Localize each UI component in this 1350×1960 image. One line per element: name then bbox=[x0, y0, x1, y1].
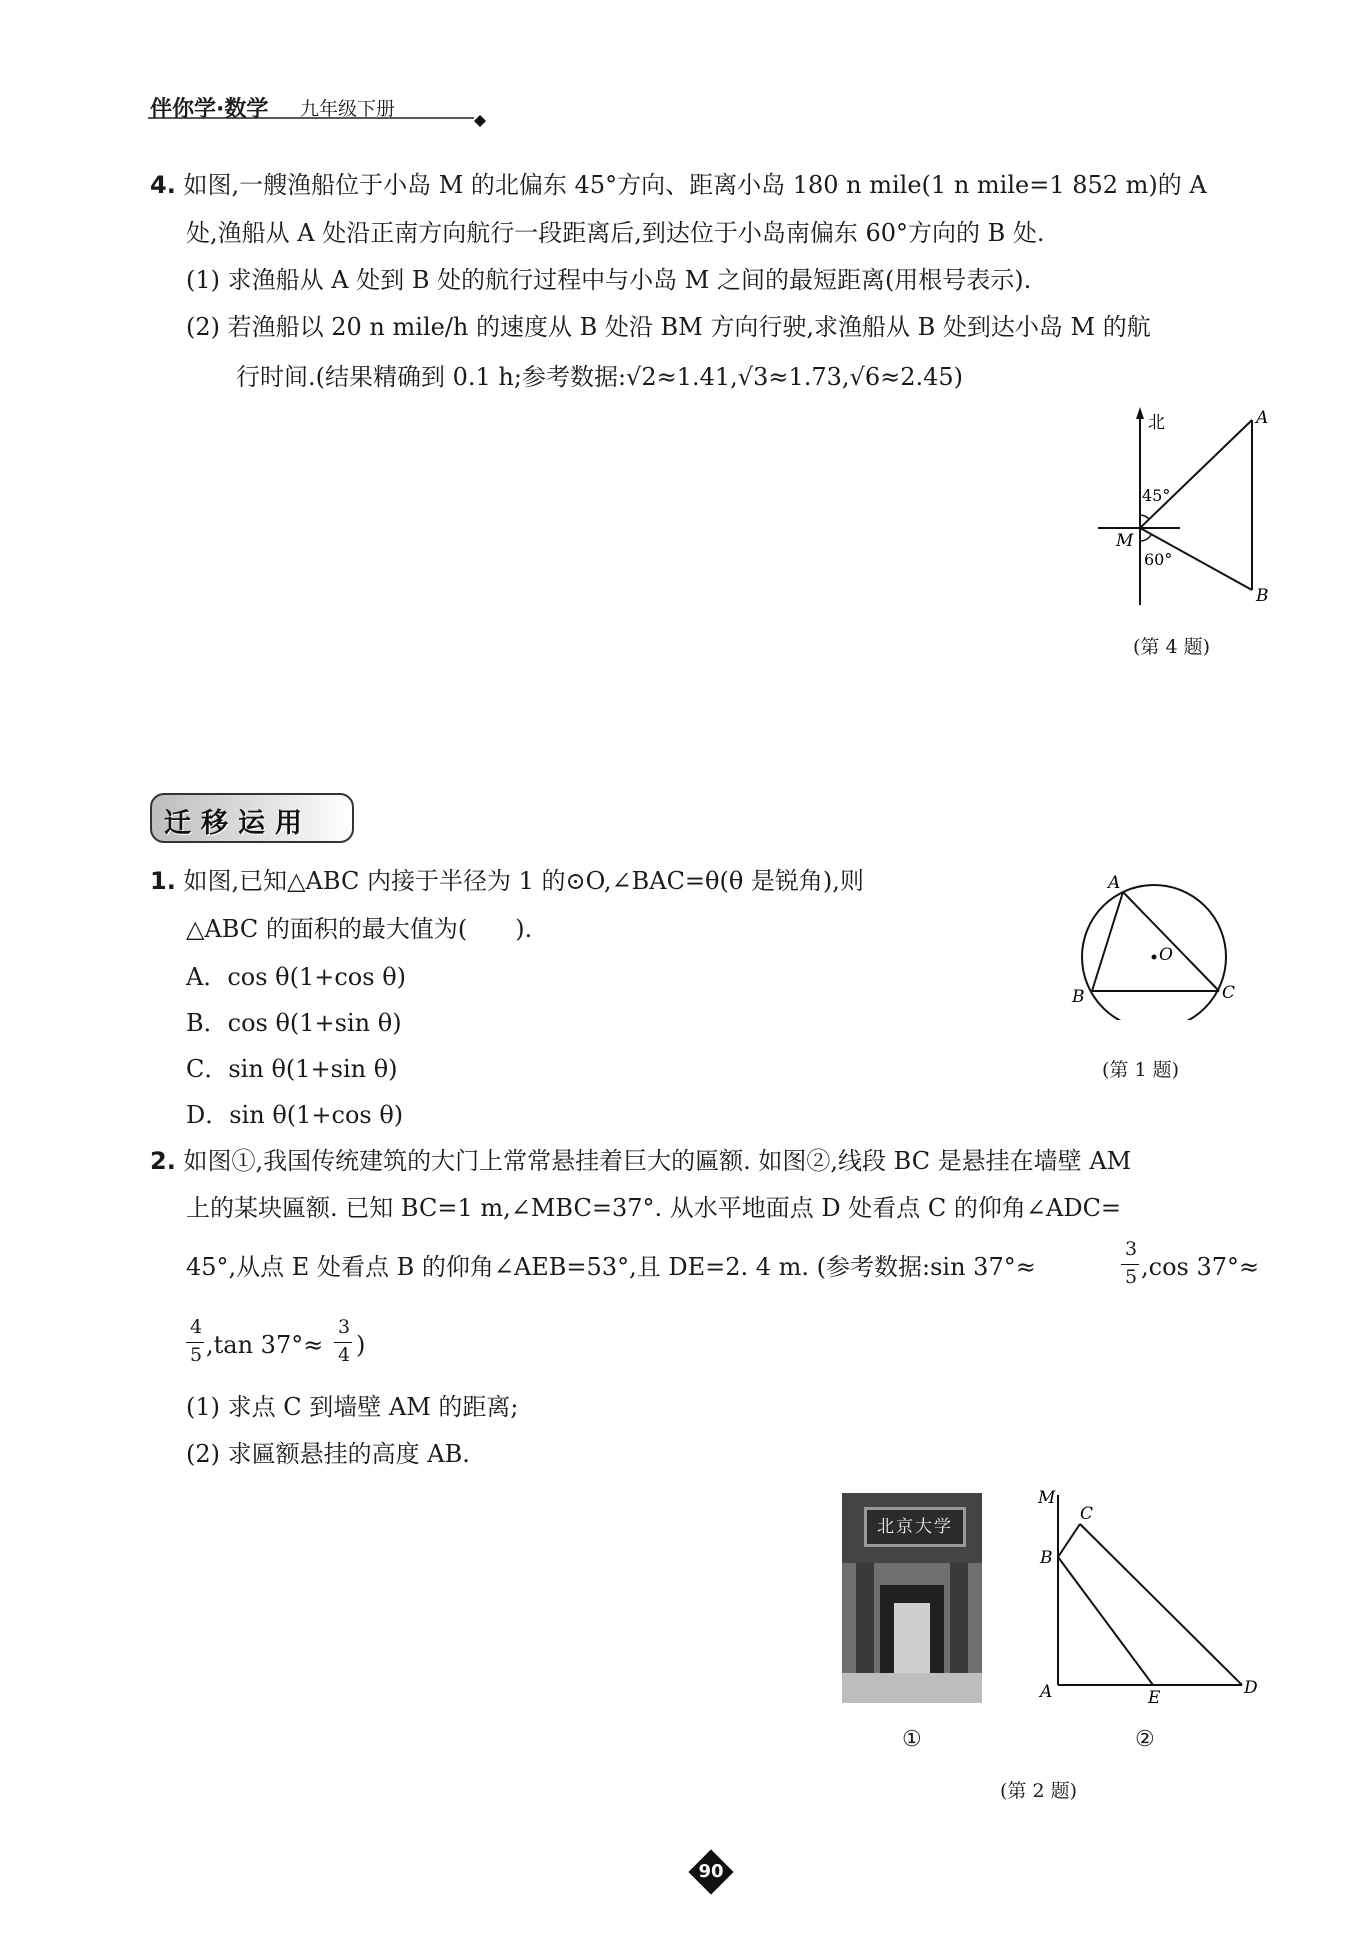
point-M-label: M bbox=[1116, 531, 1134, 551]
p1-caption: (第 1 题) bbox=[1102, 1059, 1179, 1081]
north-label: 北 bbox=[1148, 413, 1165, 433]
q4-text bbox=[150, 168, 1207, 202]
p1-option-a: A．cos θ(1+cos θ) bbox=[186, 963, 407, 991]
frac-cos-num: 4 bbox=[190, 1316, 203, 1338]
point-M-label: M bbox=[1038, 1488, 1056, 1508]
p2-sub2: (2) 求匾额悬挂的高度 AB. bbox=[186, 1440, 470, 1468]
point-C-label: C bbox=[1222, 983, 1236, 1003]
p2-number: 2. bbox=[150, 1147, 176, 1175]
gate-photo bbox=[842, 1493, 982, 1703]
p1-line1: 如图,已知△ABC 内接于半径为 1 的⊙O,∠BAC=θ(θ 是锐角),则 bbox=[183, 867, 864, 895]
header-rule bbox=[148, 114, 488, 128]
section-title: 迁移运用 bbox=[164, 808, 312, 839]
p1-figure bbox=[1060, 870, 1250, 1020]
p2-figure bbox=[1030, 1485, 1260, 1715]
q4-line2: 处,渔船从 A 处沿正南方向航行一段距离后,到达位于小岛南偏东 60°方向的 B 处. bbox=[186, 219, 1045, 247]
frac-tan-den: 4 bbox=[338, 1344, 351, 1366]
point-O-label: O bbox=[1159, 945, 1173, 965]
p1-option-c: C．sin θ(1+sin θ) bbox=[186, 1055, 398, 1083]
p2-caption: (第 2 题) bbox=[1000, 1780, 1077, 1802]
p1-line2: △ABC 的面积的最大值为( ). bbox=[186, 915, 533, 943]
angle-arc-45 bbox=[1140, 515, 1149, 519]
p2-tan-close: ) bbox=[356, 1331, 366, 1359]
p2-cos-text: ,cos 37°≈ bbox=[1141, 1253, 1260, 1281]
point-A-label: A bbox=[1040, 1682, 1053, 1702]
section-badge bbox=[150, 793, 354, 843]
frac-tan-num: 3 bbox=[338, 1316, 351, 1338]
grade-label: 九年级下册 bbox=[300, 98, 396, 120]
point-C-label: C bbox=[1080, 1504, 1094, 1524]
frac-sin-den: 5 bbox=[1125, 1266, 1138, 1288]
center-dot bbox=[1152, 955, 1157, 960]
q4-sub2b: 行时间.(结果精确到 0.1 h;参考数据:√2≈1.41,√3≈1.73,√6≈2.45) bbox=[236, 363, 963, 391]
figure-label-2: ② bbox=[1135, 1727, 1155, 1752]
p1-option-d: D．sin θ(1+cos θ) bbox=[186, 1101, 404, 1129]
book-title: 伴你学·数学 bbox=[150, 97, 269, 122]
q4-figure bbox=[1090, 405, 1290, 615]
north-arrow bbox=[1136, 407, 1144, 419]
point-E-label: E bbox=[1148, 1688, 1161, 1708]
angle-45-label: 45° bbox=[1142, 486, 1171, 505]
p2-line2: 上的某块匾额. 已知 BC=1 m,∠MBC=37°. 从水平地面点 D 处看点 C 的仰角∠ADC= bbox=[186, 1194, 1122, 1222]
p2-tan-text: ,tan 37°≈ bbox=[206, 1331, 324, 1359]
p2-text bbox=[150, 1144, 1131, 1178]
point-A-label: A bbox=[1256, 408, 1269, 428]
p1-number: 1. bbox=[150, 867, 176, 895]
photo-inner-light bbox=[894, 1603, 930, 1673]
frac-sin-num: 3 bbox=[1125, 1238, 1138, 1260]
frac-cos-den: 5 bbox=[190, 1344, 203, 1366]
side-AB bbox=[1092, 892, 1123, 991]
point-B-label: B bbox=[1072, 987, 1085, 1007]
figure-label-1: ① bbox=[902, 1727, 922, 1752]
p2-sub1: (1) 求点 C 到墙壁 AM 的距离; bbox=[186, 1393, 519, 1421]
photo-ground bbox=[842, 1673, 982, 1703]
angle-60-label: 60° bbox=[1144, 550, 1173, 569]
p2-line1: 如图①,我国传统建筑的大门上常常悬挂着巨大的匾额. 如图②,线段 BC 是悬挂在墙壁 AM bbox=[183, 1147, 1132, 1175]
frac-cos-bar bbox=[186, 1342, 204, 1343]
segment-BE bbox=[1058, 1557, 1153, 1685]
page-number-badge bbox=[689, 1850, 733, 1894]
frac-sin-bar bbox=[1121, 1264, 1139, 1265]
p2-line3-text: 45°,从点 E 处看点 B 的仰角∠AEB=53°,且 DE=2. 4 m. (参考数据:sin 37°≈ bbox=[186, 1253, 1036, 1281]
frac-tan-bar bbox=[334, 1342, 352, 1343]
q4-line1: 如图,一艘渔船位于小岛 M 的北偏东 45°方向、距离小岛 180 n mile(1 n mile=1 852 m)的 A bbox=[183, 171, 1207, 199]
p1-option-b: B．cos θ(1+sin θ) bbox=[186, 1009, 402, 1037]
point-A-label: A bbox=[1108, 873, 1121, 893]
angle-arc-60 bbox=[1140, 535, 1151, 541]
segment-CD bbox=[1080, 1524, 1242, 1685]
p1-text bbox=[150, 864, 864, 898]
point-D-label: D bbox=[1244, 1678, 1258, 1698]
segment-BC bbox=[1058, 1524, 1080, 1557]
point-B-label: B bbox=[1040, 1548, 1053, 1568]
page-number: 90 bbox=[698, 1861, 724, 1882]
segment-MA bbox=[1140, 420, 1252, 528]
q4-number: 4. bbox=[150, 171, 176, 199]
p2-line4 bbox=[186, 1314, 386, 1376]
point-B-label: B bbox=[1256, 586, 1269, 606]
q4-sub1: (1) 求渔船从 A 处到 B 处的航行过程中与小岛 M 之间的最短距离(用根号表示). bbox=[186, 266, 1032, 294]
q4-caption: (第 4 题) bbox=[1133, 636, 1210, 658]
q4-sub2a: (2) 若渔船以 20 n mile/h 的速度从 B 处沿 BM 方向行驶,求渔船从 B 处到达小岛 M 的航 bbox=[186, 313, 1151, 341]
photo-plaque: 北京大学 bbox=[864, 1507, 966, 1547]
